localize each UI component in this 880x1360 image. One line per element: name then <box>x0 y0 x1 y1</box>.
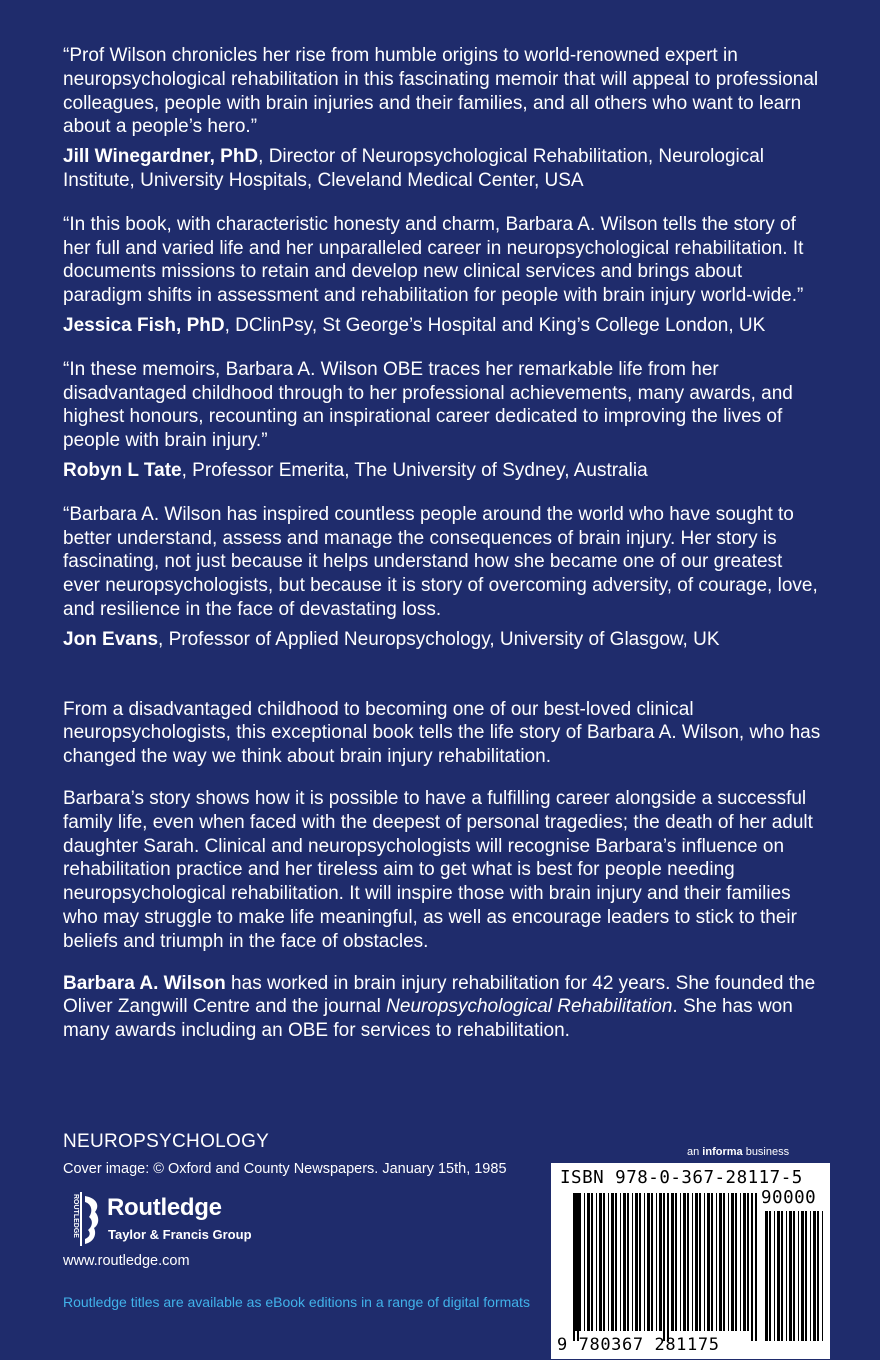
description-paragraph-1: From a disadvantaged childhood to becoming one of our best-loved clinical neuropsychologists, this exceptional book tells the life story of Barbara A. Wilson, who has changed the way we think about brain injury rehabilitation. <box>63 698 821 768</box>
author-name: Barbara A. Wilson <box>63 972 226 994</box>
testimonial-attribution <box>63 145 823 193</box>
price-code: 90000 <box>761 1188 817 1208</box>
testimonial-affiliation: , Professor of Applied Neuropsychology, University of Glasgow, UK <box>158 628 720 650</box>
testimonial-2 <box>63 213 823 338</box>
isbn-barcode <box>551 1163 830 1359</box>
author-bio <box>63 972 823 1043</box>
testimonial-1 <box>63 44 823 193</box>
journal-title: Neuropsychological Rehabilitation <box>386 996 673 1018</box>
ebook-availability-note: Routledge titles are available as eBook editions in a range of digital formats <box>63 1294 530 1310</box>
description-paragraph-2: Barbara’s story shows how it is possible to have a fulfilling career alongside a successful family life, even when faced with the deepest of personal tragedies; the death of her adult daughter Sarah. Clinical and neuropsychologists will recognise Barbara’s influence on rehabilitation practice and her tireless aim to get what is best for people needing neuropsychological rehabilitation. It will inspire those with brain injury and their families who may struggle to make life meaningful, as well as encourage leaders to stick to their beliefs and triumph in the face of obstacles. <box>63 787 813 952</box>
testimonial-name: Robyn L Tate <box>63 459 182 481</box>
testimonial-affiliation: , Professor Emerita, The University of Sydney, Australia <box>181 459 648 481</box>
testimonial-4 <box>63 503 823 652</box>
testimonial-affiliation: , Director of Neuropsychological Rehabilitation, Neurological Institute, University Hospitals, Cleveland Medical Center, USA <box>63 146 765 191</box>
publisher-group: Taylor & Francis Group <box>108 1227 252 1242</box>
author-bio-text-end: . She has won many awards including an OBE for services to rehabilitation. <box>63 996 793 1042</box>
barcode-bars-icon <box>551 1163 830 1359</box>
testimonial-name: Jon Evans <box>63 628 159 650</box>
author-bio-text: has worked in brain injury rehabilitation for 42 years. She founded the Oliver Zangwill Centre and the journal <box>63 972 816 1018</box>
subject-category: NEUROPSYCHOLOGY <box>63 1131 270 1152</box>
publisher-website[interactable]: www.routledge.com <box>63 1253 190 1269</box>
testimonial-name: Jessica Fish, PhD <box>63 314 225 336</box>
cover-image-credit: Cover image: © Oxford and County Newspapers. January 15th, 1985 <box>63 1161 507 1177</box>
routledge-emblem-icon <box>63 1190 107 1250</box>
publisher-name: Routledge <box>107 1194 222 1221</box>
back-cover-text <box>63 44 823 1061</box>
isbn-label: ISBN 978-0-367-28117-5 <box>560 1168 803 1188</box>
testimonial-attribution <box>63 459 823 483</box>
testimonial-3 <box>63 358 823 483</box>
testimonial-quote: “In these memoirs, Barbara A. Wilson OBE traces her remarkable life from her disadvantaged childhood through to her professional achievements, many awards, and highest honours, recounting an inspirational career dedicated to improving the lives of people with brain injury.” <box>63 358 793 452</box>
testimonial-attribution <box>63 314 823 338</box>
testimonial-quote: “In this book, with characteristic honesty and charm, Barbara A. Wilson tells the story of her full and varied life and her unparalleled career in neuropsychological rehabilitation. It documents missions to retain and develop new clinical services and brings about paradigm shifts in assessment and rehabilitation for people with brain injury world-wide.” <box>63 213 804 307</box>
testimonial-quote: “Barbara A. Wilson has inspired countless people around the world who have sought to better understand, assess and manage the consequences of brain injury. Her story is fascinating, not just because it helps understand how she became one of our greatest ever neuropsychologists, but because it is story of overcoming adversity, of courage, love, and resilience in the face of devastating loss. <box>63 503 818 620</box>
testimonial-name: Jill Winegardner, PhD <box>63 146 259 168</box>
section-gap <box>63 672 823 698</box>
testimonial-quote: “Prof Wilson chronicles her rise from humble origins to world-renowned expert in neuropsychological rehabilitation in this fascinating memoir that will appeal to professional colleagues, people with brain injuries and their families, and all others who want to learn about a people’s hero.” <box>63 45 819 138</box>
testimonial-attribution <box>63 628 823 652</box>
informa-prefix: an <box>687 1146 703 1158</box>
informa-business-tag <box>687 1146 789 1158</box>
publisher-vertical-text: ROUTLEDGE <box>72 1194 79 1238</box>
testimonial-affiliation: , DClinPsy, St George’s Hospital and King’s College London, UK <box>224 314 766 336</box>
ean-digits: 9 780367 281175 <box>557 1335 720 1355</box>
informa-suffix: business <box>742 1146 790 1158</box>
informa-brand: informa <box>702 1146 743 1158</box>
routledge-logo <box>63 1190 283 1250</box>
